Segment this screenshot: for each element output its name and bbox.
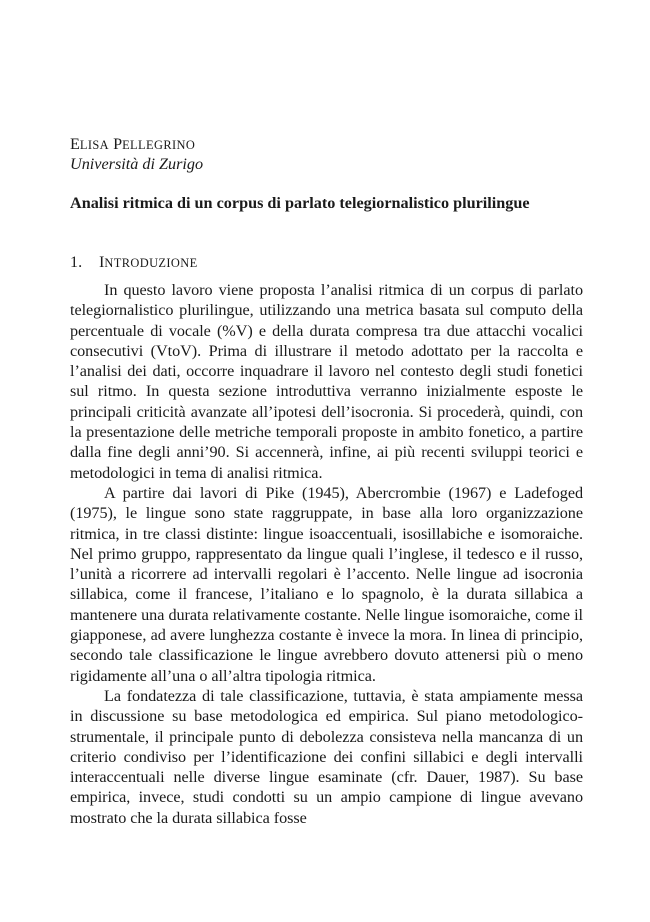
author-first-initial: E: [70, 135, 80, 153]
paragraph-1: In questo lavoro viene proposta l’analisi ritmica di un corpus di parlato telegiornalistico plurilingue, utilizzando una metrica basata sul computo della percentuale di vocale (%V) e della durata compresa tra due attacchi vocalici consecutivi (VtoV). Prima di illustrare il metodo adottato per la raccolta e l’analisi dei dati, occorre inquadrare il lavoro nel contesto degli studi fonetici sul ritmo. In questa sezione introduttiva verranno inizialmente esposte le principali criticità avanzate all’ipotesi dell’isocronia. Si procederà, quindi, con la presentazione delle metriche temporali proposte in ambito fonetico, a partire dalla fine degli anni’90. Si accennerà, infine, ai più recenti sviluppi teorici e metodologici in tema di analisi ritmica.: [70, 281, 583, 482]
author-name: [70, 134, 195, 155]
section-title-rest: NTRODUZIONE: [104, 256, 198, 270]
author-last-rest: ELLEGRINO: [122, 138, 196, 152]
author-last-initial: P: [113, 135, 123, 153]
section-title-initial: I: [99, 253, 105, 271]
author-first-rest: LISA: [79, 138, 110, 152]
paragraph-2: A partire dai lavori di Pike (1945), Abercrombie (1967) e Ladefoged (1975), le lingue sono state raggruppate, in base alla loro organizzazione ritmica, in tre classi distinte: lingue isoaccentuali, isosillabiche e isomoraiche. Nel primo gruppo, rappresentato da lingue quali l’inglese, il tedesco e il russo, l’unità a ricorrere ad intervalli regolari è l’accento. Nelle lingue ad isocronia sillabica, come il francese, l’italiano e lo spagnolo, è la durata sillabica a mantenere una durata relativamente costante. Nelle lingue isomoraiche, come il giapponese, ad avere lunghezza costante è invece la mora. In linea di principio, secondo tale classificazione le lingue avrebbero dovuto attenersi più o meno rigidamente all’una o all’altra tipologia ritmica.: [70, 483, 583, 685]
body-text: [70, 280, 583, 828]
section-heading: [70, 252, 198, 273]
author-affiliation: Università di Zurigo: [70, 155, 204, 173]
paper-title: Analisi ritmica di un corpus di parlato telegiornalistico plurilingue: [70, 194, 530, 212]
section-number: 1.: [70, 253, 83, 271]
paragraph-3: La fondatezza di tale classificazione, tuttavia, è stata ampiamente messa in discussione su base metodologica ed empirica. Sul piano metodologico-strumentale, il principale punto di debolezza consisteva nella mancanza di un criterio condiviso per l’identificazione dei confini sillabici e degli intervalli interaccentuali nelle diverse lingue esaminate (cfr. Dauer, 1987). Su base empirica, invece, studi condotti su un ampio campione di lingue avevano mostrato che la durata sillabica fosse: [70, 686, 583, 827]
